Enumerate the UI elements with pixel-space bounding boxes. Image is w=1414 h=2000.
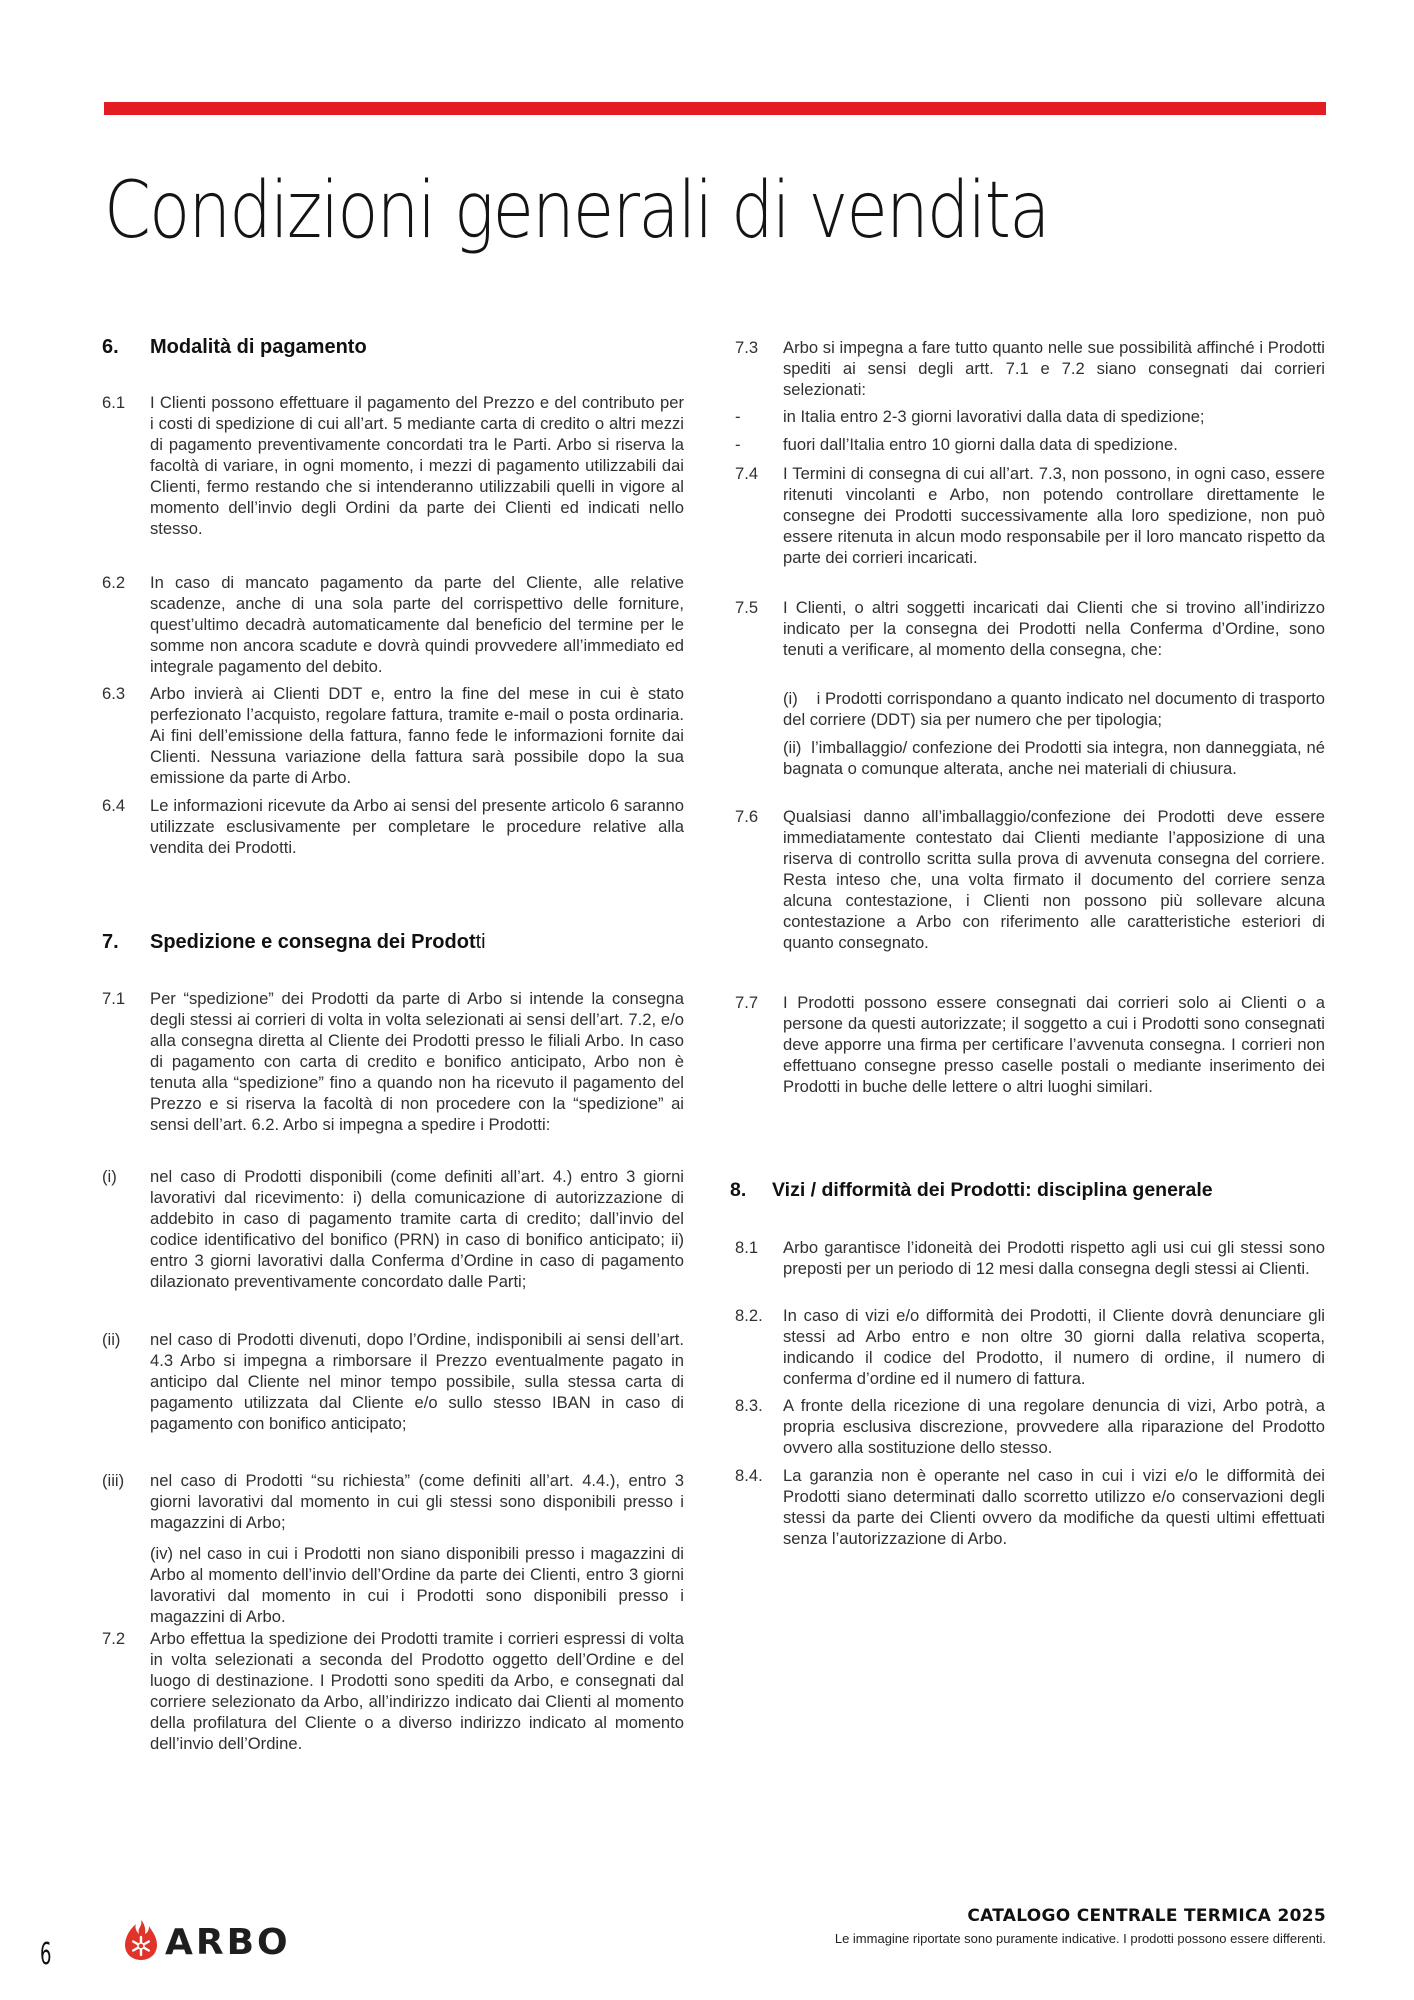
bullet-italia — [735, 406, 1325, 427]
clause-number: 6.4 — [102, 796, 126, 815]
section-title-suffix: ti — [475, 931, 486, 953]
section-heading-8 — [730, 1181, 1213, 1201]
clause-number: 8.4. — [735, 1466, 763, 1485]
clause-text: Le informazioni ricevute da Arbo ai sensi del presente articolo 6 saranno utilizzate esclusivamente per completare le procedure relative alla vendita dei Prodotti. — [150, 796, 684, 857]
clause-6-4 — [102, 795, 684, 858]
clause-number: 7.7 — [735, 993, 759, 1012]
clause-number: 6.1 — [102, 393, 126, 412]
clause-number: 8.1 — [735, 1238, 759, 1257]
clause-number: 7.5 — [735, 598, 759, 617]
clause-text: Arbo invierà ai Clienti DDT e, entro la fine del mese in cui è stato perfezionato l’acquisto, regolare fattura, tramite e-mail o posta ordinaria. Ai fini dell’emissione della fattura, fanno fede le informazioni fornite dai Clienti. Nessuna variazione della fattura sarà possibile dopo la sua emissione da parte di Arbo. — [150, 684, 684, 787]
arbo-logo — [123, 1918, 291, 1967]
clause-7-5 — [735, 597, 1325, 660]
clause-7-2 — [102, 1628, 684, 1754]
clause-number: (iii) — [102, 1471, 125, 1490]
clause-text: In caso di mancato pagamento da parte del Cliente, alle relative scadenze, anche di una sola parte del corrispettivo delle forniture, quest’ultimo decadrà automaticamente dal beneficio del termine per le somme non ancora scadute e dovrà quindi provvedere all’immediato ed integrale pagamento del debito. — [150, 573, 684, 676]
clause-text: nel caso di Prodotti “su richiesta” (come definiti all’art. 4.4.), entro 3 giorni lavorativi dal momento in cui gli stessi sono disponibili presso i magazzini di Arbo; — [150, 1471, 684, 1532]
clause-7-5-ii: (ii) l’imballaggio/ confezione dei Prodotti sia integra, non danneggiata, né bagnata o comunque alterata, anche nei materiali di chiusura. — [783, 738, 1330, 778]
bullet-estero — [735, 434, 1325, 455]
clause-number: 7.4 — [735, 464, 759, 483]
section-number: 7. — [102, 931, 119, 953]
clause-text: Qualsiasi danno all’imballaggio/confezione dei Prodotti deve essere immediatamente contestato dai Clienti mediante l’apposizione di una riserva di controllo scritta sulla prova di avvenuta consegna del corriere. Resta inteso che, una volta firmato il documento del corriere senza alcuna contestazione, i Clienti non possono più sollevare alcuna contestazione a Arbo con riferimento alle caratteristiche esteriori di quanto consegnato. — [783, 807, 1325, 952]
clause-7-7 — [735, 992, 1325, 1097]
clause-7-1-ii — [102, 1329, 684, 1434]
clause-7-3 — [735, 337, 1325, 400]
page-number: 6 — [40, 1937, 52, 1972]
bullet-dash: - — [735, 407, 741, 426]
bullet-dash: - — [735, 435, 741, 454]
clause-8-3 — [735, 1395, 1325, 1458]
flame-snowflake-icon — [123, 1918, 159, 1967]
clause-number: 7.1 — [102, 989, 126, 1008]
section-heading-7 — [102, 932, 486, 952]
section-heading-6 — [102, 337, 367, 357]
section-title: Spedizione e consegna dei Prodot — [150, 931, 476, 953]
clause-8-4 — [735, 1465, 1325, 1549]
clause-6-1 — [102, 392, 684, 539]
clause-number: 8.2. — [735, 1306, 763, 1325]
clause-text: I Clienti possono effettuare il pagamento del Prezzo e del contributo per i costi di spedizione di cui all’art. 5 mediante carta di credito o altri mezzi di pagamento preventivamente concordati tra le Parti. Arbo si riserva la facoltà di variare, in ogni momento, i mezzi di pagamento utilizzabili dai Clienti, fermo restando che si intenderanno utilizzabili quelli in vigore al momento dell’invio degli Ordini da parte dei Clienti ed indicati nello stesso. — [150, 393, 684, 538]
clause-7-1-iii — [102, 1470, 684, 1533]
clause-number: 7.6 — [735, 807, 759, 826]
section-number: 8. — [730, 1179, 747, 1201]
clause-8-2 — [735, 1305, 1325, 1389]
clause-text: Arbo garantisce l’idoneità dei Prodotti rispetto agli usi cui gli stessi sono preposti per un periodo di 12 mesi dalla consegna degli stessi ai Clienti. — [783, 1238, 1325, 1278]
header-accent-bar — [104, 102, 1326, 115]
page-title: Condizioni generali di vendita — [104, 166, 1049, 256]
clause-7-6 — [735, 806, 1325, 953]
clause-7-4 — [735, 463, 1325, 568]
clause-text: I Prodotti possono essere consegnati dai corrieri solo ai Clienti o a persone da questi autorizzate; il soggetto a cui i Prodotti sono consegnati deve apporre una firma per certificare l’avvenuta consegna. I corrieri non effettuano consegne presso caselle postali o mediante inserimento dei Prodotti in buche delle lettere o altri luoghi similari. — [783, 993, 1325, 1096]
clause-text: nel caso di Prodotti disponibili (come definiti all’art. 4.) entro 3 giorni lavorativi dal ricevimento: i) della comunicazione di autorizzazione di addebito in caso di pagamento tramite carta di credito; dall’invio del codice identificativo del bonifico (PRN) in caso di bonifico anticipato; ii) entro 3 giorni lavorativi dalla Conferma d’Ordine in caso di pagamento dilazionato preventivamente concordato dalle Parti; — [150, 1167, 684, 1291]
clause-7-1-i — [102, 1166, 684, 1292]
clause-number: (ii) — [102, 1330, 121, 1349]
clause-number: 8.3. — [735, 1396, 763, 1415]
clause-number: 7.3 — [735, 338, 759, 357]
clause-7-1-iv: (iv) nel caso in cui i Prodotti non siano disponibili presso i magazzini di Arbo al momento dell’invio dell’Ordine da parte dei Clienti, entro 3 giorni lavorativi dal momento in cui i Prodotti sono disponibili presso i magazzini di Arbo. — [150, 1544, 684, 1626]
clause-text: I Clienti, o altri soggetti incaricati dai Clienti che si trovino all’indirizzo indicato per la consegna dei Prodotti nella Conferma d’Ordine, sono tenuti a verificare, al momento della consegna, che: — [783, 598, 1325, 659]
footer-info — [835, 1906, 1326, 1946]
clause-text: Arbo si impegna a fare tutto quanto nelle sue possibilità affinché i Prodotti spediti ai sensi degli artt. 7.1 e 7.2 siano consegnati dai corrieri selezionati: — [783, 338, 1325, 399]
clause-text: I Termini di consegna di cui all’art. 7.3, non possono, in ogni caso, essere ritenuti vincolanti e Arbo, non potendo controllare direttamente le consegne dei Prodotti successivamente alla loro spedizione, non può essere ritenuta in alcun modo responsabile per il loro mancato rispetto da parte dei corrieri incaricati. — [783, 464, 1325, 567]
disclaimer: Le immagine riportate sono puramente indicative. I prodotti possono essere differenti. — [834, 1931, 1326, 1946]
clause-6-3 — [102, 683, 684, 788]
clause-text: Arbo effettua la spedizione dei Prodotti tramite i corrieri espressi di volta in volta selezionati a seconda del Prodotto oggetto dell’Ordine e del luogo di destinazione. I Prodotti sono spediti da Arbo, e consegnati dal corriere selezionato da Arbo, all’indirizzo indicato dai Clienti al momento della profilatura del Cliente o a diverso indirizzo indicato al momento dell’invio dell’Ordine. — [150, 1629, 684, 1753]
clause-7-1 — [102, 988, 684, 1135]
clause-7-5-i: (i) i Prodotti corrispondano a quanto indicato nel documento di trasporto del corriere (DDT) sia per numero che per tipologia; — [783, 689, 1330, 729]
clause-text: nel caso di Prodotti divenuti, dopo l’Ordine, indisponibili ai sensi dell’art. 4.3 Arbo si impegna a rimborsare il Prezzo eventualmente pagato in anticipo dal Cliente nel minor tempo possibile, sulla stessa carta di pagamento utilizzata dal Cliente e/o sullo stesso IBAN in caso di pagamento con bonifico anticipato; — [150, 1330, 684, 1433]
clause-number: 6.3 — [102, 684, 126, 703]
clause-number: 7.2 — [102, 1629, 126, 1648]
clause-number: 6.2 — [102, 573, 126, 592]
section-number: 6. — [102, 336, 119, 358]
section-title: Modalità di pagamento — [150, 336, 367, 358]
logo-text: ARBO — [165, 1921, 291, 1963]
catalog-title: CATALOGO CENTRALE TERMICA 2025 — [967, 1906, 1326, 1926]
clause-text: In caso di vizi e/o difformità dei Prodotti, il Cliente dovrà denunciare gli stessi ad Arbo entro e non oltre 30 giorni dalla relativa scoperta, indicando il codice del Prodotto, il numero di ordine, il numero di conferma d’ordine ed il numero di fattura. — [783, 1306, 1325, 1388]
clause-number: (i) — [102, 1167, 117, 1186]
clause-6-2 — [102, 572, 684, 677]
bullet-text: fuori dall’Italia entro 10 giorni dalla data di spedizione. — [783, 435, 1178, 454]
clause-text: Per “spedizione” dei Prodotti da parte di Arbo si intende la consegna degli stessi ai corrieri di volta in volta selezionati ai sensi dell’art. 7.2, e/o alla consegna diretta al Cliente dei Prodotti presso le filiali Arbo. In caso di pagamento con carta di credito e bonifico anticipato, Arbo non è tenuta alla “spedizione” fino a quando non ha ricevuto il pagamento del Prezzo e si riserva la facoltà di non procedere con la “spedizione” ai sensi dell’art. 6.2. Arbo si impegna a spedire i Prodotti: — [150, 989, 684, 1134]
clause-text: A fronte della ricezione di una regolare denuncia di vizi, Arbo potrà, a propria esclusiva discrezione, provvedere alla riparazione del Prodotto ovvero alla sostituzione dello stesso. — [783, 1396, 1325, 1457]
section-title: Vizi / difformità dei Prodotti: disciplina generale — [772, 1179, 1213, 1201]
bullet-text: in Italia entro 2-3 giorni lavorativi dalla data di spedizione; — [783, 407, 1205, 426]
clause-8-1 — [735, 1237, 1325, 1279]
clause-text: La garanzia non è operante nel caso in cui i vizi e/o le difformità dei Prodotti siano determinati dallo scorretto utilizzo e/o conservazioni degli stessi da parte dei Clienti ovvero da modifiche da questi ultimi effettuati senza l’autorizzazione di Arbo. — [783, 1466, 1325, 1548]
